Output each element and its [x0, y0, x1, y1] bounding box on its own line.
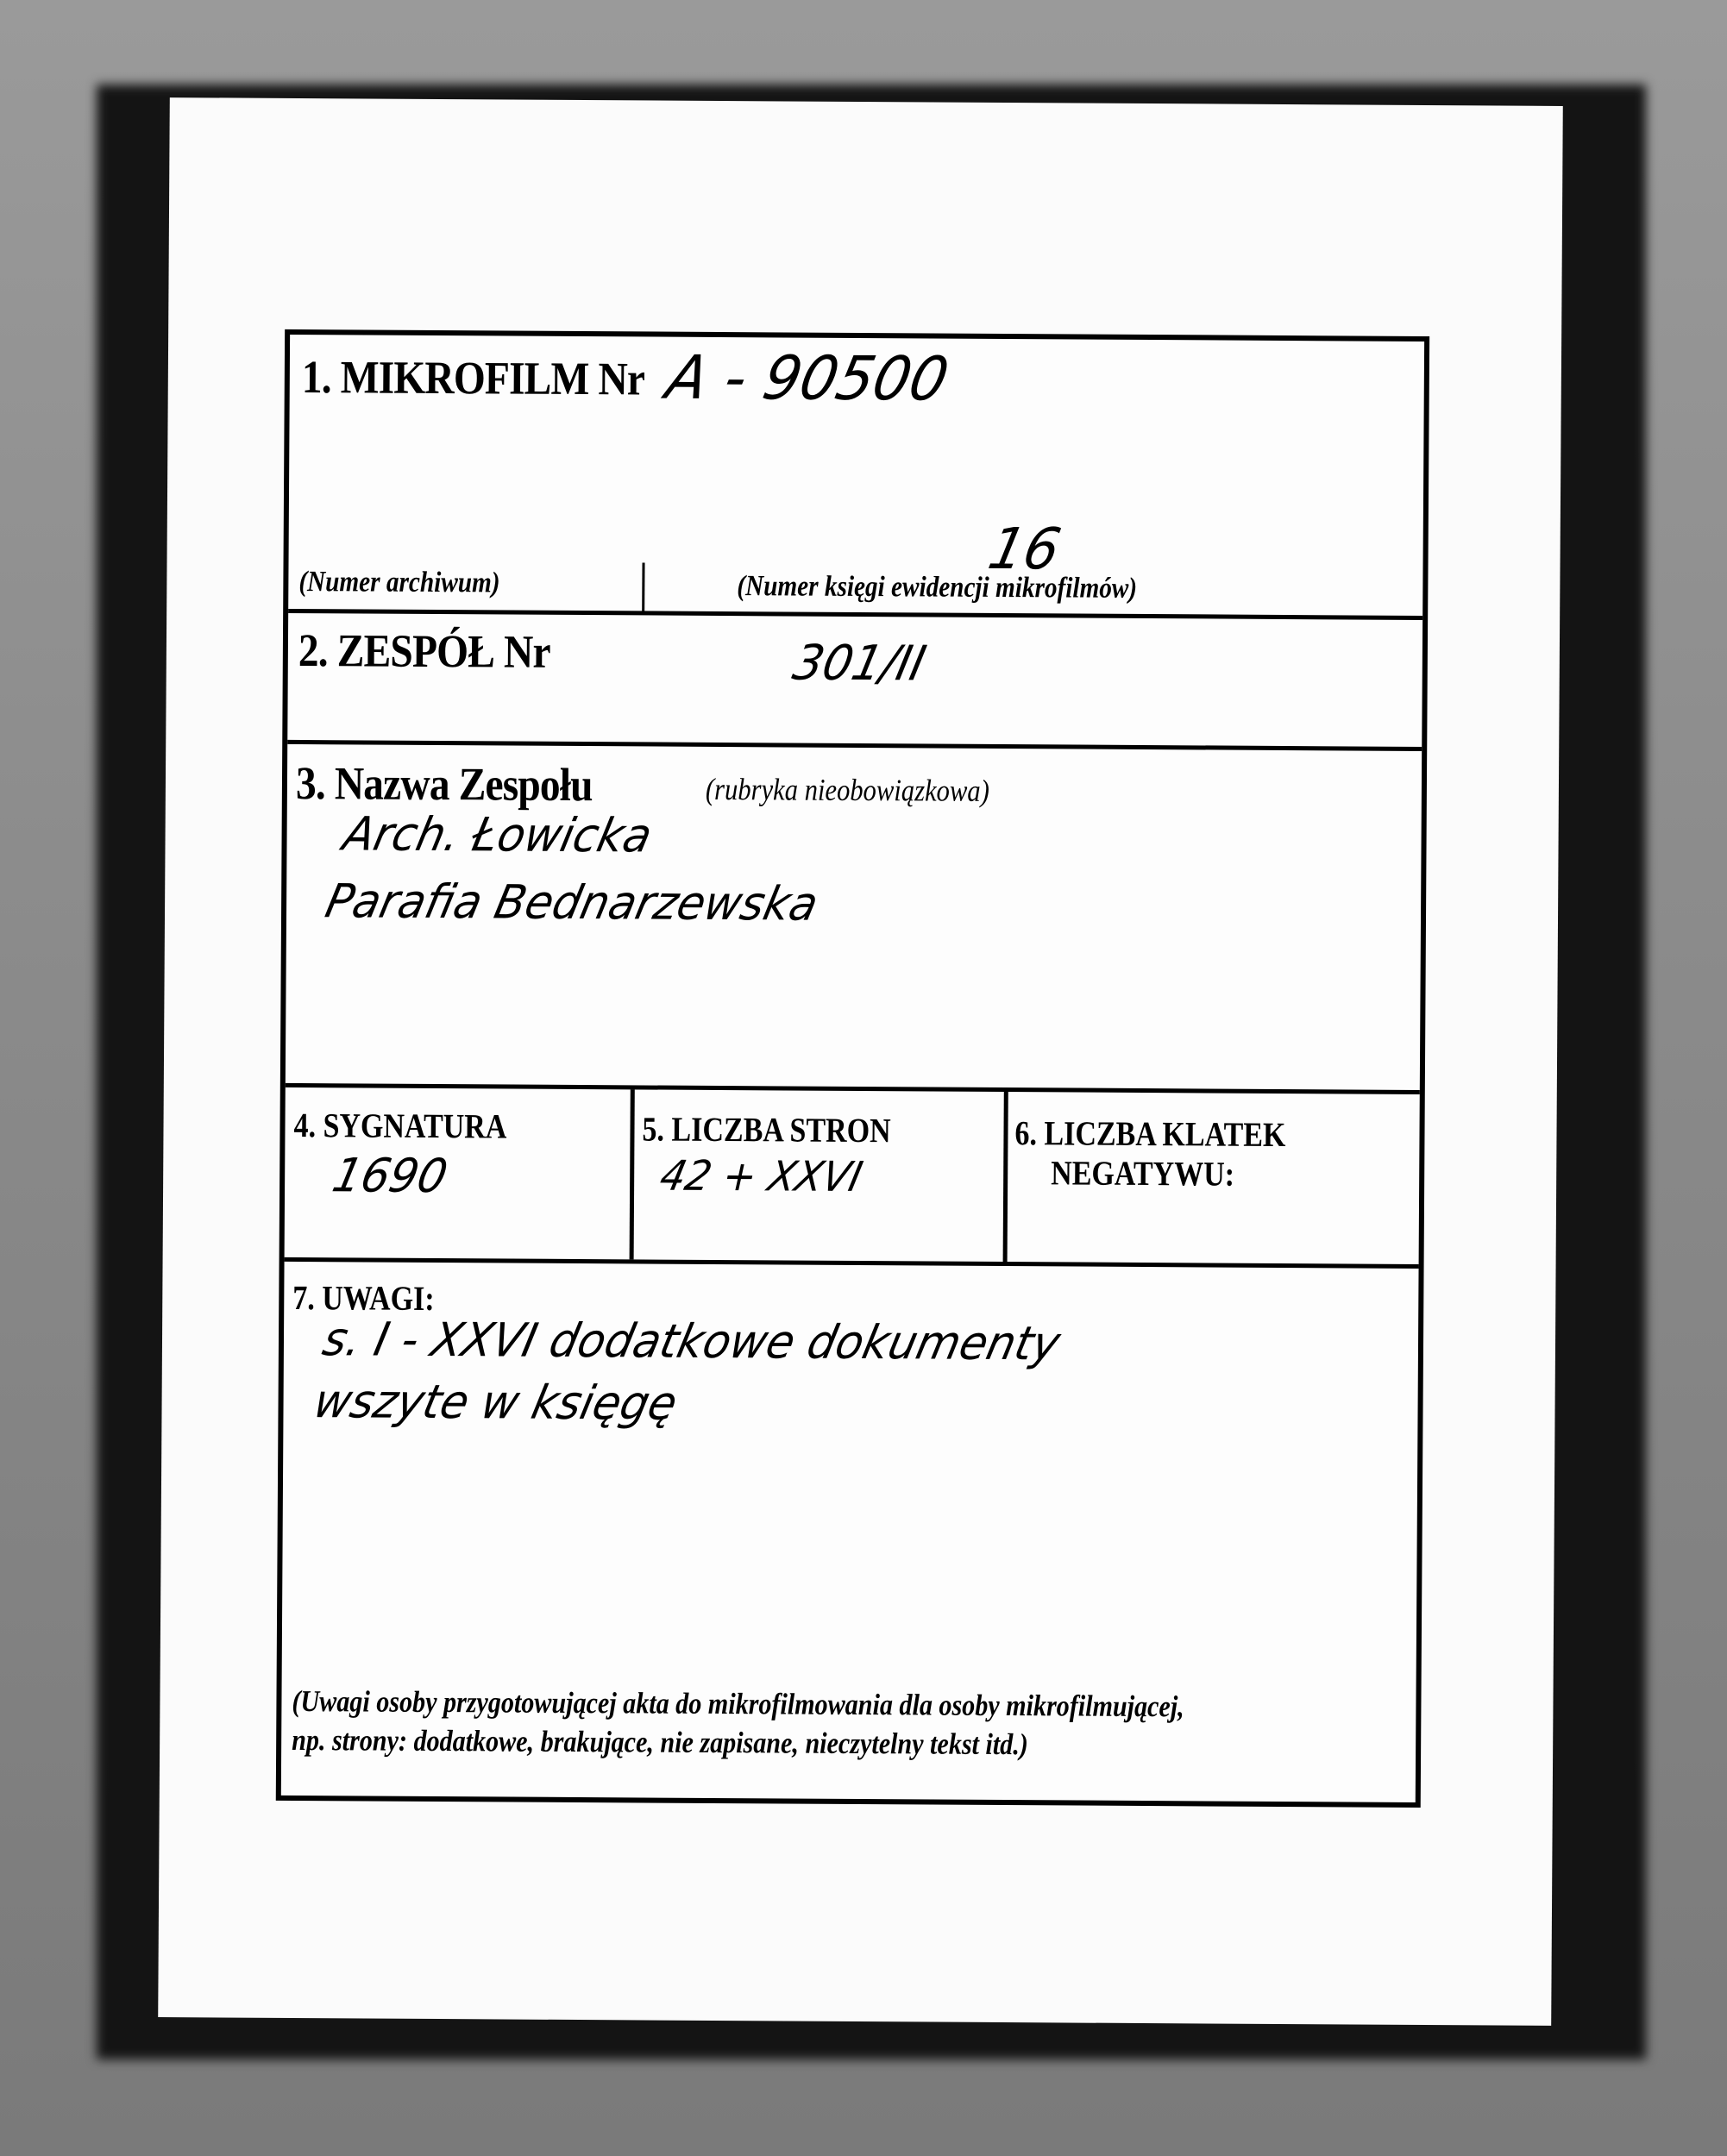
field-row-counts	[285, 1087, 1420, 1269]
column-divider-2	[1003, 1092, 1008, 1262]
field-fond	[287, 613, 1422, 751]
page-count-value: 42 + XXVI	[656, 1151, 867, 1201]
ledger-number-caption: (Numer księgi ewidencji mikrofilmów)	[737, 570, 1138, 605]
frame-count-label-line2: NEGATYWU:	[1051, 1153, 1235, 1194]
fond-name-label: 3. Nazwa Zespołu	[295, 756, 593, 812]
remarks-value-line2: wszyte w księgę	[309, 1374, 682, 1431]
remarks-footnote-line2: np. strony: dodatkowe, brakujące, nie zapisane, nieczytelny tekst itd.)	[292, 1722, 1028, 1762]
signature-value: 1690	[327, 1148, 453, 1204]
signature-label: 4. SYGNATURA	[293, 1105, 507, 1146]
microfilm-card	[158, 97, 1563, 2026]
caption-divider	[642, 562, 644, 611]
fond-name-heading	[296, 756, 633, 812]
fond-name-value-line2: Parafia Bednarzewska	[320, 874, 824, 931]
microfilm-form	[276, 329, 1429, 1808]
remarks-label: 7. UWAGI:	[292, 1277, 435, 1318]
remarks-footnote-line1: (Uwagi osoby przygotowującej akta do mikrofilmowania dla osoby mikrofilmującej,	[292, 1683, 1184, 1724]
field-remarks	[281, 1262, 1419, 1802]
fond-number-value: 301/II	[788, 635, 931, 693]
remarks-value-line1: s. I - XXVI dodatkowe dokumenty	[317, 1312, 1065, 1371]
ledger-number-value: 16	[983, 515, 1067, 583]
fond-name-optional-note: (rubryka nieobowiązkowa)	[705, 771, 989, 808]
column-divider-1	[630, 1089, 635, 1259]
field-microfilm	[288, 335, 1424, 620]
fond-name-value-line1: Arch. Łowicka	[338, 806, 657, 863]
microfilm-label: 1. MIKROFILM Nr	[301, 351, 645, 405]
archive-number-caption: (Numer archiwum)	[298, 566, 500, 599]
microfilm-number-value: A - 90500	[660, 342, 955, 415]
page-count-label: 5. LICZBA STRON	[642, 1109, 891, 1150]
fond-label: 2. ZESPÓŁ Nr	[298, 624, 550, 678]
frame-count-label-line1: 6. LICZBA KLATEK	[1014, 1113, 1286, 1155]
field-fond-name	[286, 744, 1422, 1094]
